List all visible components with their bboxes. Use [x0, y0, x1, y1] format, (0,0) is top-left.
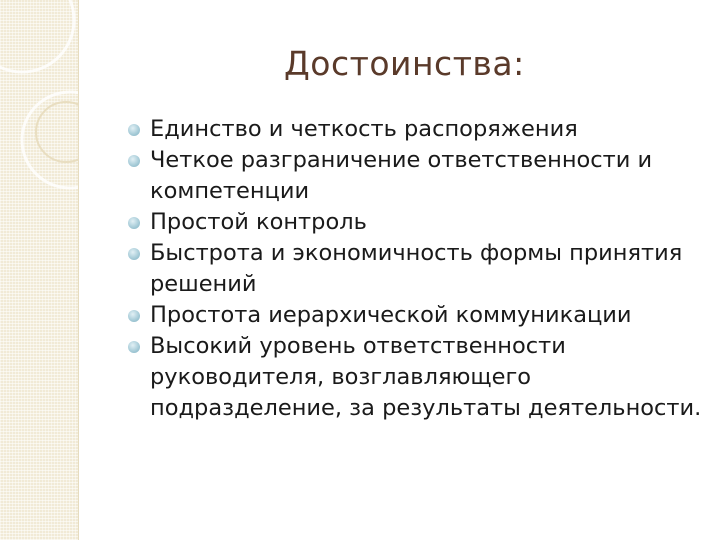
- list-item: [128, 238, 713, 300]
- list-item-text: Быстрота и экономичность формы принятия решений: [150, 240, 683, 297]
- bullet-icon: [128, 341, 140, 353]
- decorative-side-band: [0, 0, 79, 540]
- bullet-icon: [128, 310, 140, 322]
- bullet-icon: [128, 217, 140, 229]
- list-item: [128, 331, 713, 424]
- bullet-icon: [128, 124, 140, 136]
- bullet-icon: [128, 248, 140, 260]
- bullet-list: [128, 114, 713, 424]
- list-item-text: Единство и четкость распоряжения: [150, 116, 578, 142]
- decorative-circles: [0, 0, 78, 240]
- slide-title: Достоинства:: [284, 44, 525, 83]
- list-item: [128, 114, 713, 145]
- list-item-text: Простой контроль: [150, 209, 367, 235]
- list-item-text: Четкое разграничение ответственности и компетенции: [150, 147, 653, 204]
- list-item-text: Простота иерархической коммуникации: [150, 302, 632, 328]
- list-item-text: Высокий уровень ответственности руководителя, возглавляющего подразделение, за результаты деятельности.: [150, 333, 702, 421]
- bullet-icon: [128, 155, 140, 167]
- list-item: [128, 207, 713, 238]
- list-item: [128, 145, 713, 207]
- list-item: [128, 300, 713, 331]
